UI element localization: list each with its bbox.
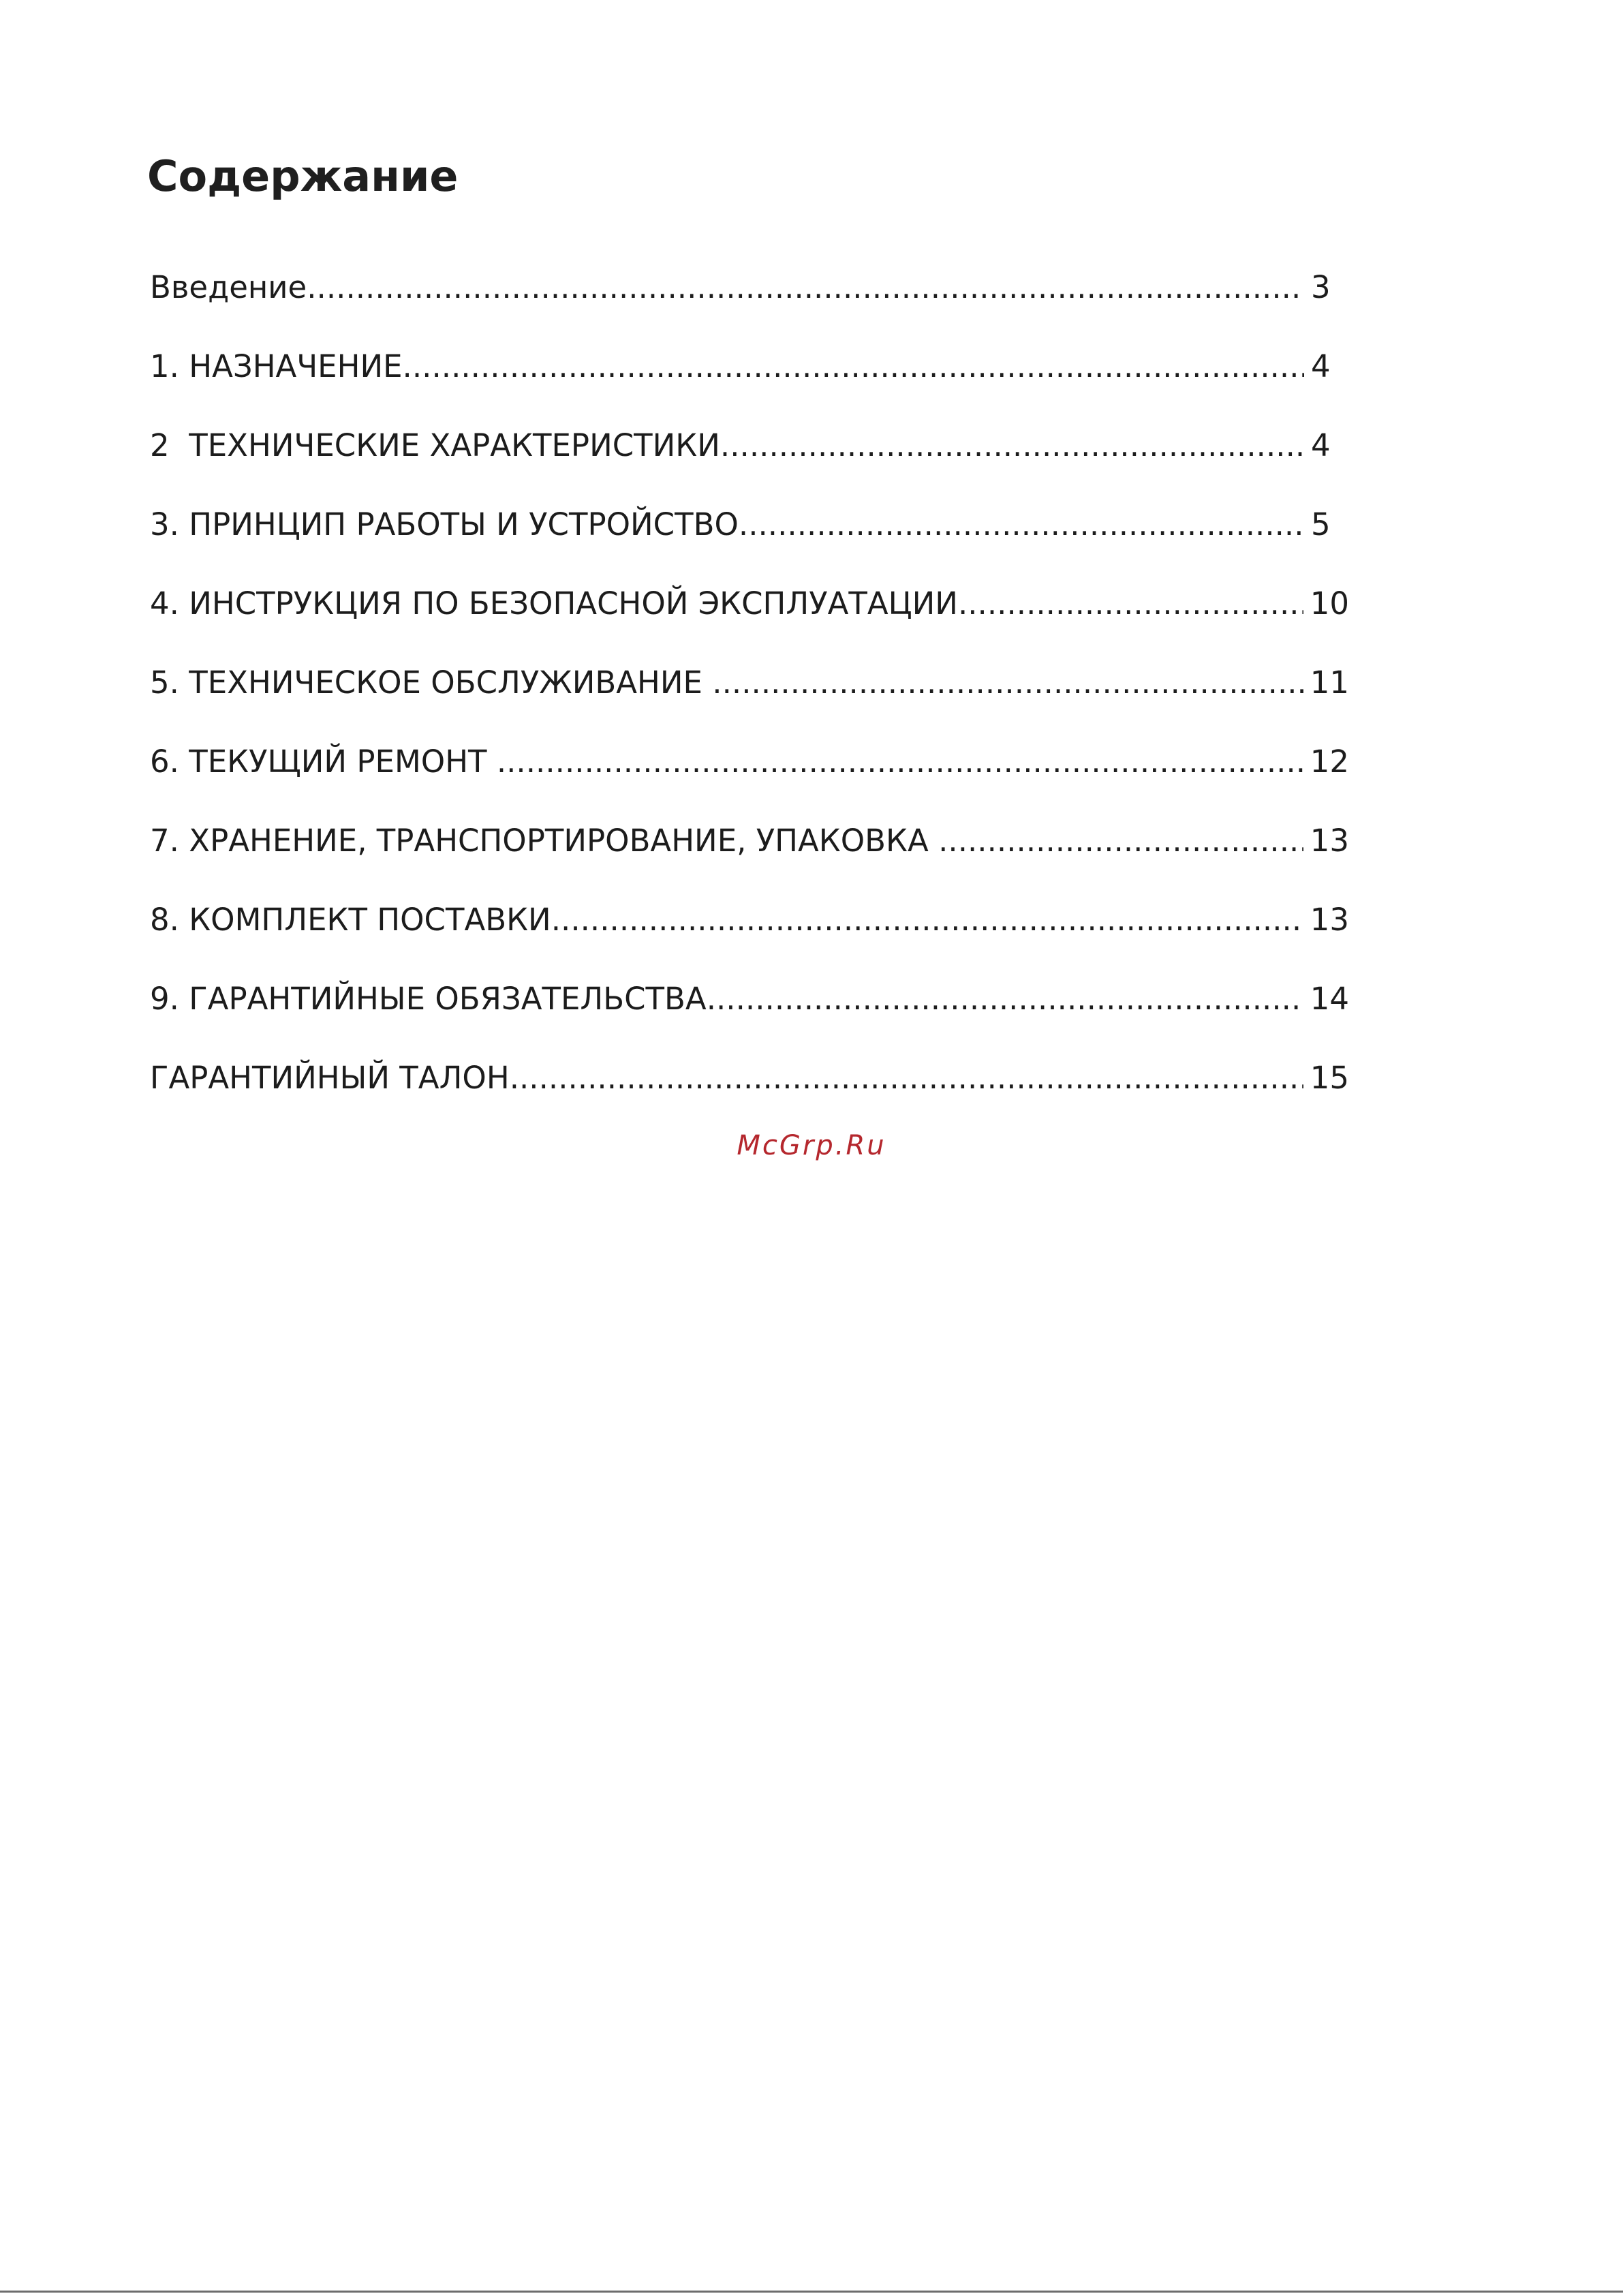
toc-dot-leader [307,262,1304,313]
toc-entry-label: ГАРАНТИЙНЫЙ ТАЛОН [150,1060,510,1096]
toc-entry-safety-instructions[interactable] [150,578,1349,657]
toc-entry-label: 4. ИНСТРУКЦИЯ ПО БЕЗОПАСНОЙ ЭКСПЛУАТАЦИИ [150,585,958,622]
toc-dot-leader [551,894,1303,946]
toc-entry-storage-transport[interactable] [150,815,1349,894]
toc-entry-maintenance[interactable] [150,657,1349,736]
toc-entry-label: 3. ПРИНЦИП РАБОТЫ И УСТРОЙСТВО [150,506,739,542]
toc-dot-leader [403,341,1304,393]
toc-entry-purpose[interactable] [150,341,1349,420]
toc-dot-leader [720,420,1304,472]
toc-entry-label: Введение [150,269,307,305]
toc-entry-warranty-obligations[interactable] [150,973,1349,1052]
site-watermark: McGrp.Ru [737,1130,886,1161]
toc-page-number: 14 [1310,981,1349,1017]
toc-page-number: 10 [1310,585,1349,622]
toc-dot-leader [510,1052,1303,1104]
toc-page-number: 4 [1311,348,1331,384]
toc-page-number: 12 [1310,744,1349,780]
page-bottom-edge [0,2291,1623,2293]
toc-dot-leader [712,657,1303,709]
toc-page-number: 13 [1310,902,1349,938]
toc-entry-repair[interactable] [150,736,1349,815]
toc-entry-delivery-set[interactable] [150,894,1349,973]
toc-page-number: 13 [1310,823,1349,859]
toc-page-number: 11 [1310,664,1349,701]
toc-page-number: 3 [1311,269,1331,305]
table-of-contents [150,262,1349,1131]
page-title: Содержание [147,151,459,201]
toc-dot-leader [958,578,1303,630]
toc-dot-leader [938,815,1303,867]
toc-entry-label: 8. КОМПЛЕКТ ПОСТАВКИ [150,902,551,938]
toc-entry-warranty-card[interactable] [150,1052,1349,1131]
toc-entry-label: 7. ХРАНЕНИЕ, ТРАНСПОРТИРОВАНИЕ, УПАКОВКА [150,823,939,859]
toc-dot-leader [497,736,1303,788]
toc-entry-label: 2 ТЕХНИЧЕСКИЕ ХАРАКТЕРИСТИКИ [150,427,720,463]
toc-entry-specifications[interactable] [150,420,1349,499]
toc-entry-label: 5. ТЕХНИЧЕСКОЕ ОБСЛУЖИВАНИЕ [150,664,713,701]
toc-entry-label: 9. ГАРАНТИЙНЫЕ ОБЯЗАТЕЛЬСТВА [150,981,707,1017]
toc-page-number: 4 [1311,427,1331,463]
toc-entry-introduction[interactable] [150,262,1349,341]
toc-entry-label: 1. НАЗНАЧЕНИЕ [150,348,403,384]
toc-page-number: 15 [1310,1060,1349,1096]
toc-page-number: 5 [1311,506,1331,542]
toc-entry-operation-principle[interactable] [150,499,1349,578]
toc-entry-label: 6. ТЕКУЩИЙ РЕМОНТ [150,744,497,780]
toc-dot-leader [739,499,1304,551]
toc-dot-leader [707,973,1303,1025]
